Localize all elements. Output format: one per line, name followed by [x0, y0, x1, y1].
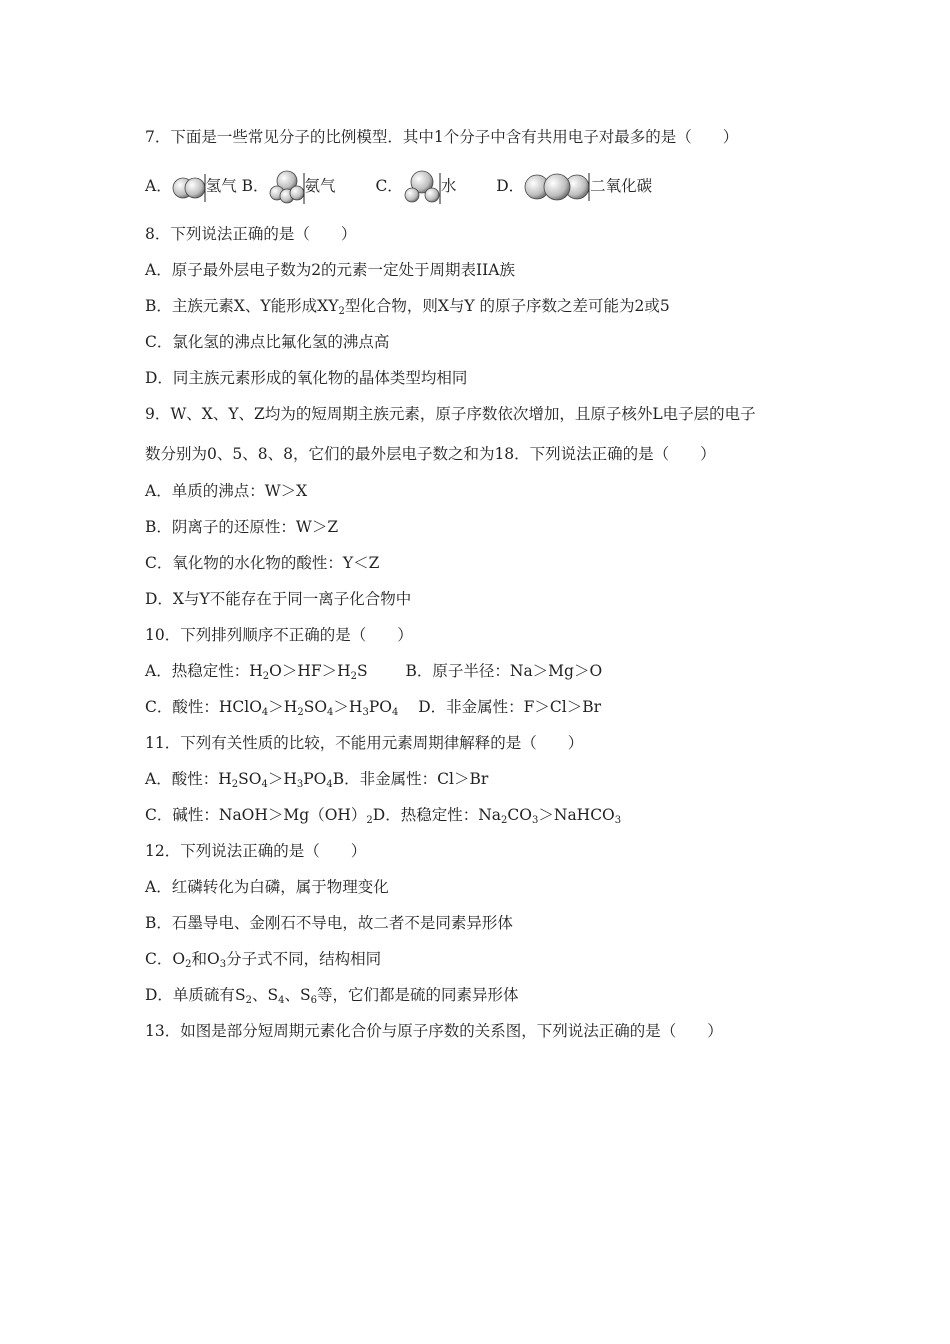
- q11-option-d: D．热稳定性：$Na_2CO_3>NaHCO_3$: [372, 806, 622, 826]
- q10-option-c: C．酸性：$HClO_4>H_2SO_4>H_3PO_4$: [145, 698, 399, 718]
- q10-option-a-label: A．热稳定性：: [145, 662, 250, 680]
- q10-option-c-label: C．酸性：: [145, 698, 219, 716]
- q7-stem: 7．下面是一些常见分子的比例模型．其中1个分子中含有共用电子对最多的是（ ）: [145, 128, 739, 146]
- q12-option-b: B．石墨导电、金刚石不导电，故二者不是同素异形体: [145, 914, 513, 932]
- q9-option-a: A．单质的沸点：W＞X: [145, 482, 308, 500]
- q8-option-b-part1: B．主族元素X、Y能形成XY: [145, 297, 339, 315]
- q7-options: [145, 168, 652, 204]
- water-molecule-model-icon: [403, 169, 441, 205]
- q8-option-d: D．同主族元素形成的氧化物的晶体类型均相同: [145, 369, 468, 387]
- q12-option-c-label: C．: [145, 950, 173, 968]
- q11-options-cd: [145, 805, 621, 825]
- q9-option-d: D．X与Y不能存在于同一离子化合物中: [145, 590, 412, 608]
- q9-stem-line1: 9．W、X、Y、Z均为的短周期主族元素，原子序数依次增加，且原子核外L电子层的电子: [145, 405, 756, 423]
- q11-option-d-label: D．热稳定性：: [372, 806, 479, 824]
- carbon-dioxide-molecule-model-icon: [524, 171, 590, 203]
- q10-options-cd: [145, 697, 601, 717]
- q11-option-c: C．碱性：$NaOH>Mg(OH)_2$: [145, 806, 373, 826]
- q11-option-c-label: C．碱性：: [145, 806, 219, 824]
- q9-stem-line2: 数分别为0、5、8、8，它们的最外层电子数之和为18．下列说法正确的是（ ）: [145, 445, 716, 463]
- q8-option-b-subscript: 2: [338, 306, 345, 317]
- q11-option-b: B．非金属性：Cl＞Br: [332, 770, 489, 788]
- q11-option-a-label: A．酸性：: [145, 770, 219, 788]
- q10-stem: 10．下列排列顺序不正确的是（ ）: [145, 626, 413, 644]
- q7-option-d-name: 二氧化碳: [590, 177, 653, 195]
- q9-option-c: C．氧化物的水化物的酸性：Y＜Z: [145, 554, 380, 572]
- q7-option-c-label: C．: [375, 177, 403, 195]
- hydrogen-molecule-model-icon: [172, 171, 206, 203]
- q12-option-c-tail: 分子式不同，结构相同: [226, 950, 382, 968]
- q7-option-a-label: A．: [145, 177, 172, 195]
- q12-option-a: A．红磷转化为白磷，属于物理变化: [145, 878, 389, 896]
- ammonia-molecule-model-icon: [269, 169, 305, 205]
- q10-options-ab: [145, 661, 602, 681]
- q7-option-d-label: D．: [496, 177, 525, 195]
- q8-option-b: [145, 296, 670, 316]
- q12-stem: 12．下列说法正确的是（ ）: [145, 842, 367, 860]
- q8-option-c: C．氯化氢的沸点比氟化氢的沸点高: [145, 333, 390, 351]
- q7-option-b-name: 氨气: [304, 177, 336, 195]
- q12-option-d-tail: 等，它们都是硫的同素异形体: [316, 986, 519, 1004]
- q12-option-d: D．单质硫有$S_2$、$S_4$、$S_6$等，它们都是硫的同素异形体: [145, 986, 519, 1006]
- q12-option-d-label: D．单质硫有: [145, 986, 235, 1004]
- q10-option-b: B．原子半径：Na＞Mg＞O: [405, 662, 603, 680]
- q8-option-b-part2: 型化合物，则X与Y 的原子序数之差可能为2或5: [344, 297, 670, 315]
- q9-option-b: B．阴离子的还原性：W＞Z: [145, 518, 339, 536]
- q10-option-d: D．非金属性：F＞Cl＞Br: [418, 698, 602, 716]
- q7-option-a-name: 氢气: [205, 177, 237, 195]
- q11-stem: 11．下列有关性质的比较，不能用元素周期律解释的是（ ）: [145, 734, 584, 752]
- q7-option-c-name: 水: [440, 177, 457, 195]
- q12-option-c: C．$O_2$和$O_3$分子式不同，结构相同: [145, 950, 382, 970]
- q11-options-ab: [145, 769, 488, 789]
- q8-stem: 8．下列说法正确的是（ ）: [145, 225, 357, 243]
- q8-option-a: A．原子最外层电子数为2的元素一定处于周期表IIA族: [145, 261, 515, 279]
- q7-option-b-label: B．: [241, 177, 269, 195]
- q11-option-a: A．酸性：$H_2SO_4>H_3PO_4$: [145, 770, 333, 790]
- q13-stem: 13．如图是部分短周期元素化合价与原子序数的关系图，下列说法正确的是（ ）: [145, 1022, 723, 1040]
- q10-option-a: A．热稳定性：$H_2O>HF>H_2S$: [145, 662, 368, 682]
